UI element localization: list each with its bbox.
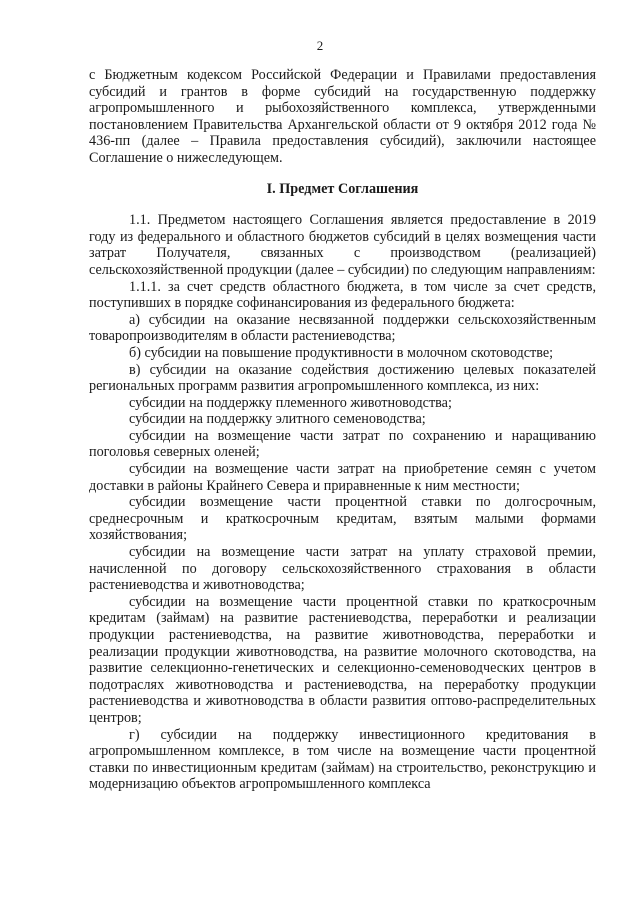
- paragraph-1-1-1: 1.1.1. за счет средств областного бюджета, в том числе за счет средств, поступивших в порядке софинансирования из федерального бюджета:: [89, 278, 596, 312]
- section-title: I. Предмет Соглашения: [266, 180, 419, 197]
- subsidy-short-term-credits: субсидии на возмещение части процентной ставки по краткосрочным кредитам (займам) на развитие растениеводства, переработки и реализации продукции растениеводства, на развитие животноводства, переработки и реализации продукции животноводства, на развитие молочного скотоводства, на развитие селекционно-генетических и селекционно-семеноводческих центров в подотраслях животноводства и растениеводства, на переработку продукции растениеводства и животноводства в области развития оптово-распределительных центров;: [89, 593, 596, 726]
- list-item-v: в) субсидии на оказание содействия достижению целевых показателей региональных программ развития агропромышленного комплекса, из них:: [89, 361, 596, 395]
- subsidy-reindeer: субсидии на возмещение части затрат по сохранению и наращиванию поголовья северных оленей;: [89, 427, 596, 461]
- subsidy-breeding: субсидии на поддержку племенного животноводства;: [129, 394, 452, 411]
- subsidy-elite-seeds: субсидии на поддержку элитного семеноводства;: [129, 411, 426, 428]
- document-body: [89, 67, 596, 793]
- list-item-g: г) субсидии на поддержку инвестиционного кредитования в агропромышленном комплексе, в том числе на возмещение части процентной ставки по инвестиционным кредитам (займам) на строительство, реконструкцию и модернизацию объектов агропромышленного комплекса: [89, 726, 596, 793]
- paragraph-1-1: 1.1. Предметом настоящего Соглашения является предоставление в 2019 году из федерального и областного бюджетов субсидий в целях возмещения части затрат Получателя, связанных с производством (реализацией) сельскохозяйственной продукции (далее – субсидии) по следующим направлениям:: [89, 212, 596, 278]
- list-item-a: а) субсидии на оказание несвязанной поддержки сельскохозяйственным товаропроизводителям в области растениеводства;: [89, 311, 596, 345]
- page-number: 2: [316, 38, 324, 53]
- subsidy-seeds-delivery: субсидии на возмещение части затрат на приобретение семян с учетом доставки в районы Крайнего Севера и приравненные к ним местности;: [89, 461, 596, 494]
- subsidy-interest-small-forms: субсидии возмещение части процентной ставки по долгосрочным, среднесрочным и краткосрочным кредитам, взятым малыми формами хозяйствования;: [89, 494, 596, 544]
- list-item-b: б) субсидии на повышение продуктивности в молочном скотоводстве;: [129, 344, 554, 361]
- intro-paragraph: с Бюджетным кодексом Российской Федерации и Правилами предоставления субсидий и грантов в форме субсидий на государственную поддержку агропромышленного и рыбохозяйственного комплекса, утвержденными постановлением Правительства Архангельской области от 9 октября 2012 года № 436-пп (далее – Правила предоставления субсидий), заключили настоящее Соглашение о нижеследующем.: [89, 67, 596, 166]
- subsidy-insurance: субсидии на возмещение части затрат на уплату страховой премии, начисленной по договору сельскохозяйственного страхования в области растениеводства и животноводства;: [89, 544, 596, 594]
